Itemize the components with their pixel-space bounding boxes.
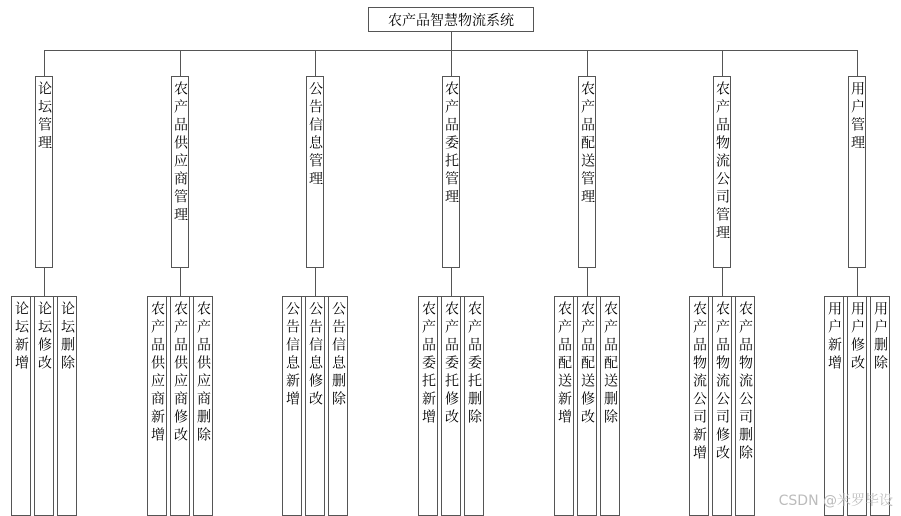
module-node: [578, 76, 596, 268]
child-node: [712, 296, 732, 516]
child-node-label: 农产品物流公司修改: [714, 301, 730, 463]
child-node-label: 公告信息删除: [330, 301, 346, 409]
module-node: [35, 76, 53, 268]
child-connector: [315, 268, 316, 296]
module-node: [713, 76, 731, 268]
child-node: [441, 296, 461, 516]
child-node-label: 农产品配送修改: [579, 301, 595, 427]
child-node-label: 农产品委托新增: [420, 301, 436, 427]
child-node: [147, 296, 167, 516]
child-node: [282, 296, 302, 516]
child-node-label: 公告信息新增: [284, 301, 300, 409]
module-node: [171, 76, 189, 268]
child-node-label: 农产品供应商新增: [149, 301, 165, 445]
child-node-label: 农产品物流公司删除: [737, 301, 753, 463]
module-connector: [180, 50, 181, 76]
child-node: [11, 296, 31, 516]
child-node-label: 农产品配送删除: [602, 301, 618, 427]
child-node: [464, 296, 484, 516]
root-label: 农产品智慧物流系统: [388, 12, 514, 29]
child-node: [34, 296, 54, 516]
watermark: CSDN @米罗毕设: [778, 493, 893, 509]
module-connector: [587, 50, 588, 76]
child-node: [170, 296, 190, 516]
child-node: [305, 296, 325, 516]
child-node: [847, 296, 867, 516]
child-connector: [451, 268, 452, 296]
child-connector: [587, 268, 588, 296]
child-node-label: 论坛删除: [59, 301, 75, 373]
module-connector: [857, 50, 858, 76]
module-node-label: 农产品配送管理: [579, 81, 595, 207]
child-node-label: 农产品物流公司新增: [691, 301, 707, 463]
child-node-label: 农产品委托修改: [443, 301, 459, 427]
module-node-label: 论坛管理: [36, 81, 52, 153]
child-node: [577, 296, 597, 516]
child-node-label: 农产品配送新增: [556, 301, 572, 427]
module-connector: [451, 50, 452, 76]
module-node-label: 公告信息管理: [307, 81, 323, 189]
child-node: [554, 296, 574, 516]
child-node: [328, 296, 348, 516]
child-node-label: 农产品委托删除: [466, 301, 482, 427]
module-connector: [722, 50, 723, 76]
child-node-label: 用户修改: [849, 301, 865, 373]
child-node-label: 用户删除: [872, 301, 888, 373]
module-node: [848, 76, 866, 268]
child-node: [735, 296, 755, 516]
child-node: [689, 296, 709, 516]
child-node: [57, 296, 77, 516]
child-connector: [722, 268, 723, 296]
root-connector: [451, 32, 452, 50]
module-node: [442, 76, 460, 268]
child-node-label: 论坛修改: [36, 301, 52, 373]
module-node-label: 农产品物流公司管理: [714, 81, 730, 243]
child-node: [870, 296, 890, 516]
child-node: [824, 296, 844, 516]
child-node: [418, 296, 438, 516]
root-node: [368, 7, 534, 32]
module-node-label: 农产品供应商管理: [172, 81, 188, 225]
child-node-label: 公告信息修改: [307, 301, 323, 409]
child-connector: [857, 268, 858, 296]
module-connector: [44, 50, 45, 76]
child-node: [600, 296, 620, 516]
child-node-label: 用户新增: [826, 301, 842, 373]
module-node-label: 农产品委托管理: [443, 81, 459, 207]
child-node: [193, 296, 213, 516]
child-node-label: 论坛新增: [13, 301, 29, 373]
module-connector: [315, 50, 316, 76]
child-node-label: 农产品供应商删除: [195, 301, 211, 445]
child-node-label: 农产品供应商修改: [172, 301, 188, 445]
module-node: [306, 76, 324, 268]
child-connector: [44, 268, 45, 296]
module-node-label: 用户管理: [849, 81, 865, 153]
child-connector: [180, 268, 181, 296]
